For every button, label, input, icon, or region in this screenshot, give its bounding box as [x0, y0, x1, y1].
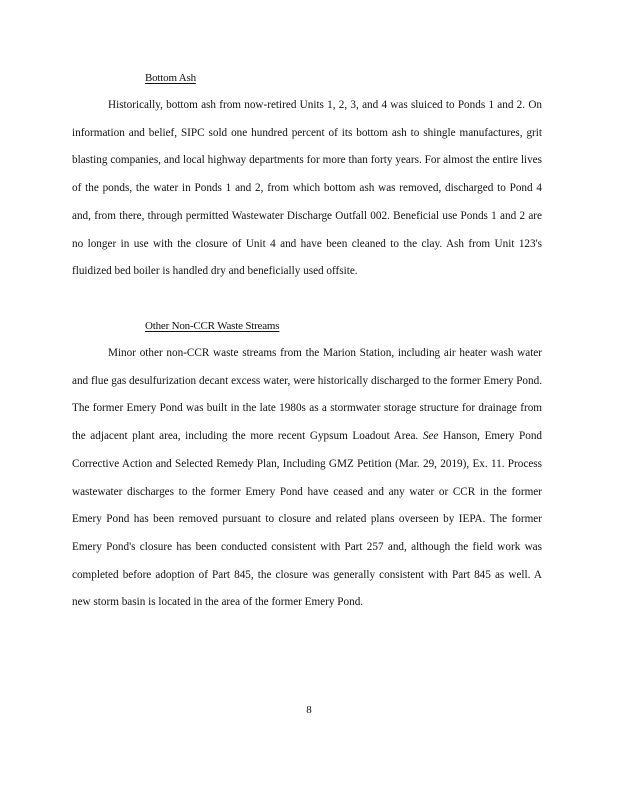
paragraph-text-citation-and-rest: Hanson, Emery Pond Corrective Action and Selected Remedy Plan, Including GMZ Petition (Mar. 29, 2019), Ex. 11. Process wastewater discharges to the former Emery Pond have ceased and any water or CCR in the former Emery Pond has been removed pursuant to closure and related plans overseen by IEPA. The former Emery Pond's closure has been conducted consistent with Part 257 and, although the field work was completed before adoption of Part 845, the closure was generally consistent with Part 845 as well. A new storm basin is located in the area of the former Emery Pond.: [72, 430, 543, 609]
citation-signal-see: See: [422, 430, 439, 443]
paragraph-text-before-citation: Minor other non-CCR waste streams from the Marion Station, including air heater wash water and flue gas desulfurization decant excess water, were historically discharged to the former Emery Pond. The former Emery Pond was built in the late 1980s as a stormwater storage structure for drainage from the adjacent plant area, including the more recent Gypsum Loadout Area.: [72, 347, 542, 443]
section-heading-bottom-ash: Bottom Ash: [145, 72, 196, 84]
page-number: 8: [306, 704, 312, 716]
paragraph-bottom-ash: Historically, bottom ash from now-retired Units 1, 2, 3, and 4 was sluiced to Ponds 1 and 2. On information and belief, SIPC sold one hundred percent of its bottom ash to shingle manufactures, grit blasting companies, and local highway departments for more than forty years. For almost the entire lives of the ponds, the water in Ponds 1 and 2, from which bottom ash was removed, discharged to Pond 4 and, from there, through permitted Wastewater Discharge Outfall 002. Beneficial use Ponds 1 and 2 are no longer in use with the closure of Unit 4 and have been cleaned to the clay. Ash from Unit 123's fluidized bed boiler is handled dry and beneficially used offsite.: [72, 99, 542, 278]
paragraph-other-waste-streams: [72, 340, 542, 617]
section-heading-other-waste-streams: Other Non-CCR Waste Streams: [145, 320, 280, 332]
